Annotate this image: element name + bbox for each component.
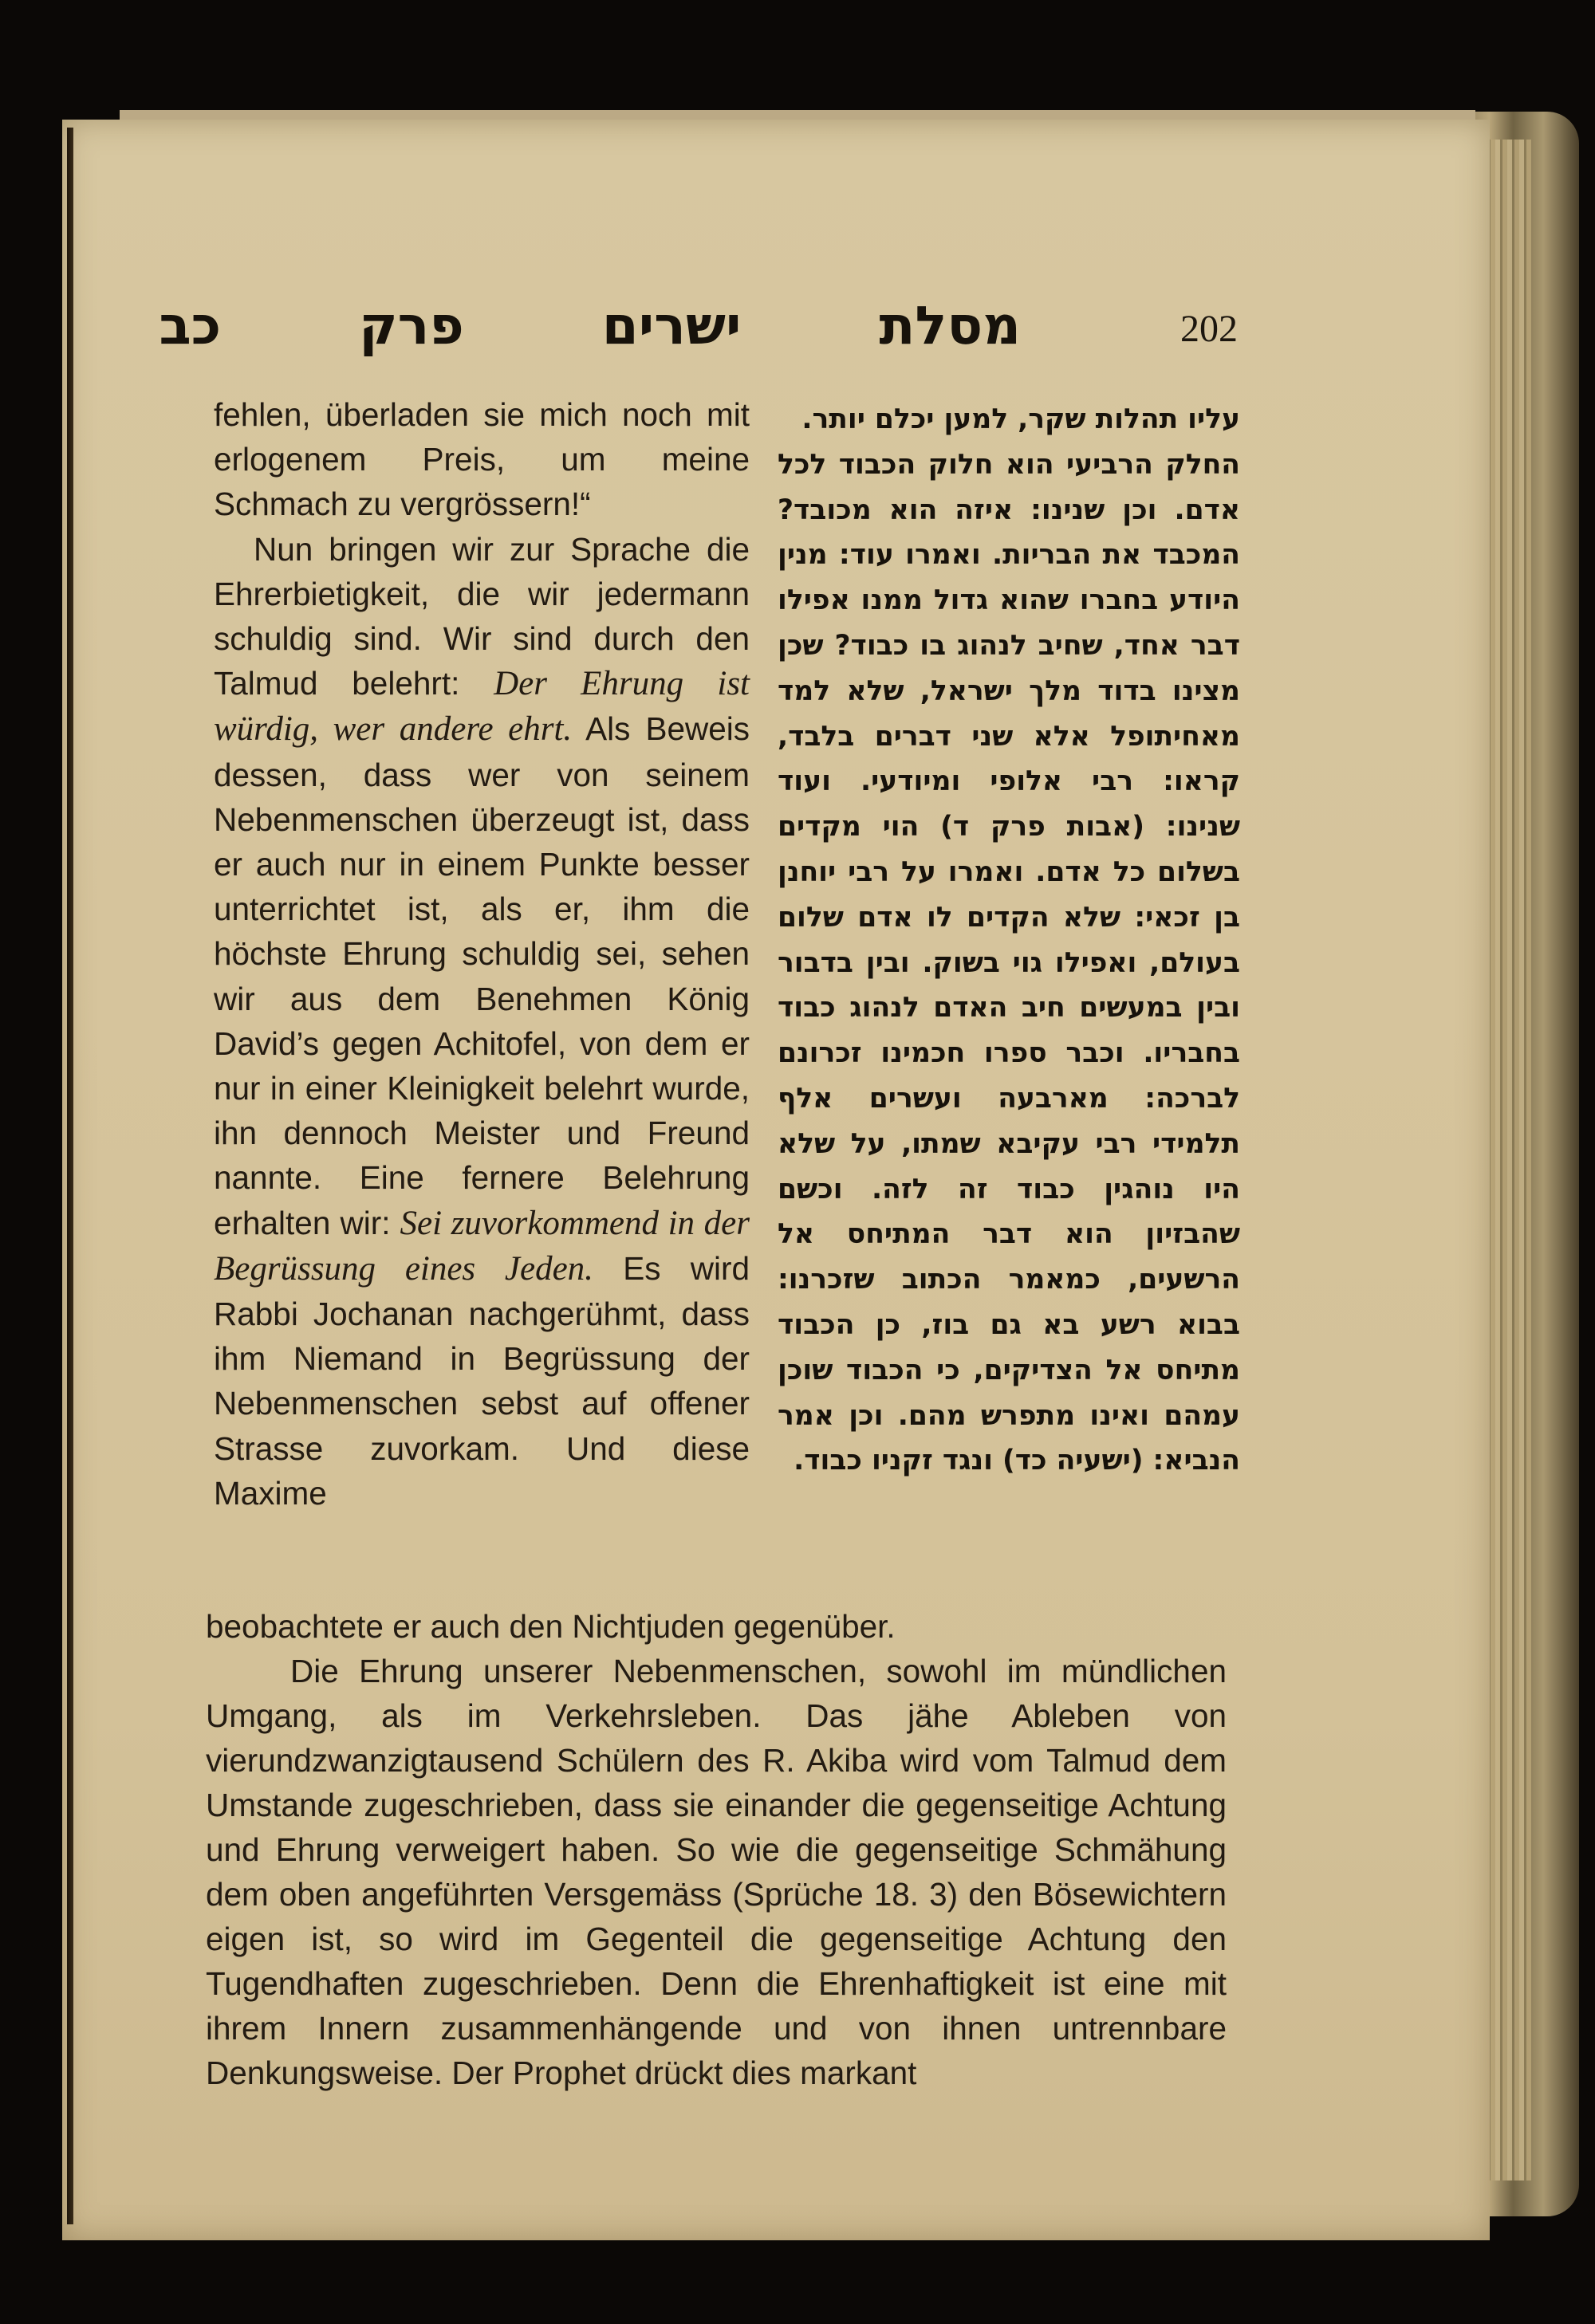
page-stack-leaves bbox=[1483, 140, 1531, 2180]
german-paragraph-2 bbox=[214, 527, 750, 1516]
german-text-c: Es wird Rabbi Jochanan nachgerühmt, dass ihm Niemand in Begrüssung der Nebenmenschen sebst auf offener Strasse zuvorkam. Und diese Maxime bbox=[214, 1249, 750, 1512]
german-paragraph-3: Die Ehrung unserer Nebenmenschen, sowohl im mündlichen Umgang, als im Verkehrsleben. Das jähe Ableben von vierundzwanzigtausend Schülern des R. Akiba wird vom Talmud dem Umstande zugeschrieben, dass sie einander die gegenseitige Achtung und Ehrung verweigert haben. So wie die gegenseitige Schmähung dem oben angeführten Versgemäss (Sprüche 18. 3) den Bösewichtern eigen ist, so wird im Gegenteil die gegenseitige Achtung den Tugendhaften zugeschrieben. Denn die Ehrenhaftigkeit ist eine mit ihrem Innern zusammenhängende und von ihnen untrennbare Denkungsweise. Der Prophet drückt dies markant bbox=[206, 1653, 1227, 2091]
german-quote-2: Sei zuvorkommend in der Begrüssung eines Jeden. bbox=[214, 1204, 750, 1288]
german-column bbox=[214, 392, 750, 1516]
german-text-a: Nun bringen wir zur Sprache die Ehrerbietigkeit, die wir jedermann schuldig sind. Wir sind durch den Talmud belehrt: bbox=[214, 530, 750, 702]
book-spine bbox=[67, 128, 73, 2224]
german-quote-1: Der Ehrung ist würdig, wer andere ehrt. bbox=[214, 665, 750, 749]
hebrew-column bbox=[778, 397, 1240, 1484]
hebrew-paragraph-2: החלק הרביעי הוא חלוק הכבוד לכל אדם. וכן שנינו: איזה הוא מכובד? המכבד את הבריות. ואמרו עוד: מנין היודע בחברו שהוא גדול ממנו אפילו דבר אחד, שחיב לנהוג בו כבוד? שכן מצינו בדוד מלך ישראל, שלא למד מאחיתופל אלא שני דברים בלבד, קראו: רבי אלופי ומיודעי. ועוד שנינו: (אבות פרק ד) הוי מקדים בשלום כל אדם. ואמרו על רבי יוחנן בן זכאי: שלא הקדים לו אדם שלום בעולם, ואפילו גוי בשוק. ובין בדבור ובין במעשים חיב האדם לנהוג כבוד בחבריו. וכבר ספרו חכמינו זכרונם לברכה: מארבעה ועשרים אלף תלמידי רבי עקיבא שמתו, על שלא היו נוהגין כבוד זה לזה. וכשם שהבזיון הוא דבר המתיחס אל הרשעים, כמאמר הכתוב שזכרנו: בבוא רשע בא גם בוז, כן הכבוד מתיחס אל הצדיקים, כי הכבוד שוכן עמהם ואינו מתפרש מהם. וכן אמר הנביא: (ישעיה כד) ונגד זקניו כבוד. bbox=[778, 448, 1240, 1477]
running-header: מסלת ישרים פרק כב bbox=[159, 295, 1021, 356]
german-continuation: beobachtete er auch den Nichtjuden gegenüber. bbox=[206, 1608, 896, 1645]
page-number: 202 bbox=[1180, 308, 1238, 350]
german-text-b: Als Beweis dessen, dass wer von seinem Nebenmenschen überzeugt ist, dass er auch nur in einem Punkte besser unterrichtet ist, als er, ihm die höchste Ehrung schuldig sei, sehen wir aus dem Benehmen König David’s gegen Achitofel, von dem er nur in einer Kleinigkeit belehrt wurde, ihn dennoch Meister und Freund nannte. Eine fernere Belehrung erhalten wir: bbox=[214, 710, 750, 1241]
german-full-width-text bbox=[206, 1604, 1227, 2095]
hebrew-paragraph-1: עליו תהלות שקר, למען יכלם יותר. bbox=[801, 403, 1240, 435]
german-paragraph-1: fehlen, überladen sie mich noch mit erlogenem Preis, um meine Schmach zu vergrössern!“ bbox=[214, 396, 750, 523]
